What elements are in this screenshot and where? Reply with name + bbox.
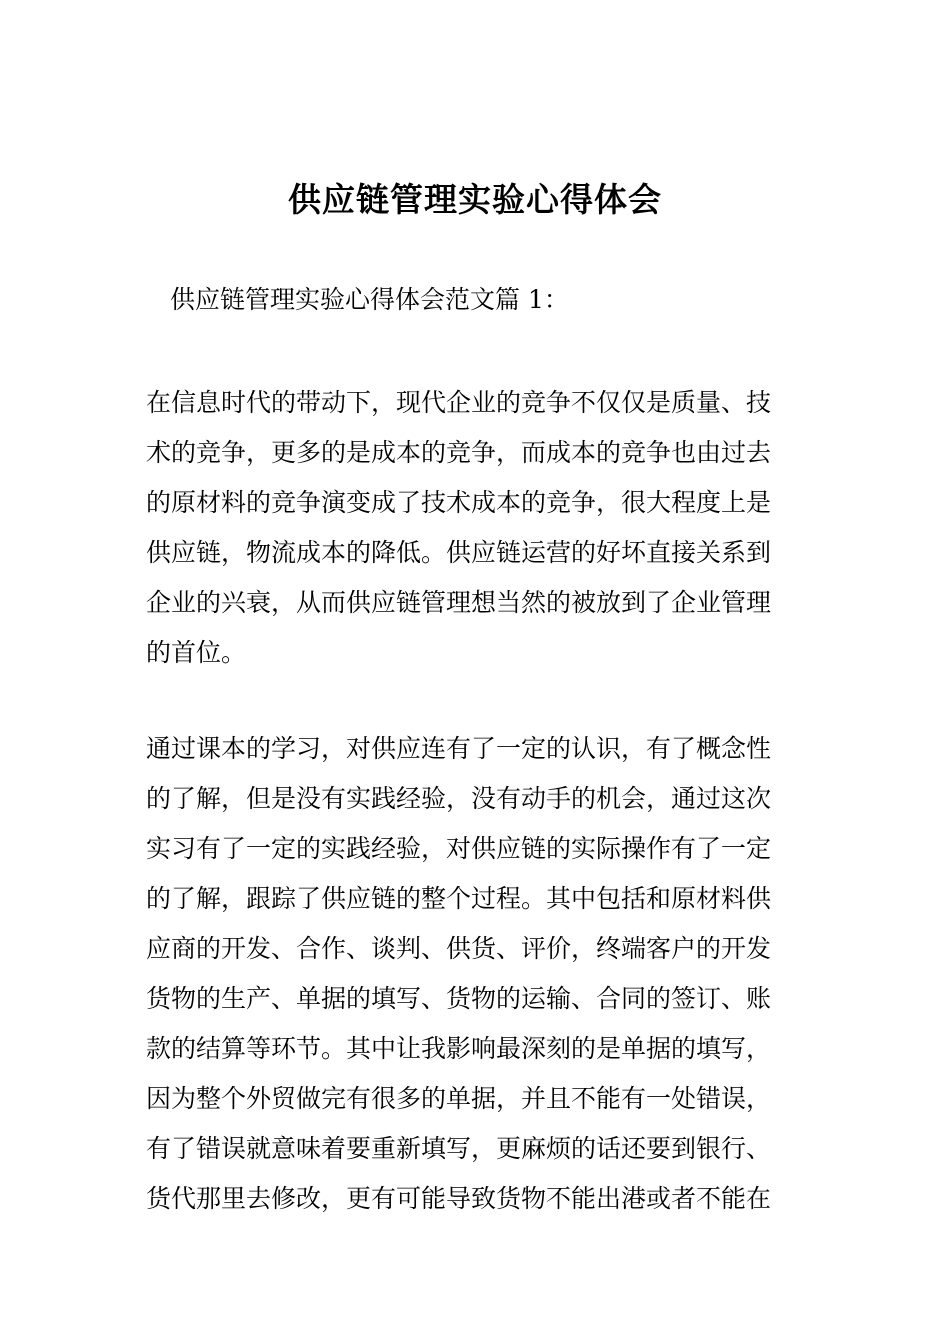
paragraph-line: 实习有了一定的实践经验，对供应链的实际操作有了一定 bbox=[146, 834, 772, 863]
paragraph-1 bbox=[146, 378, 810, 678]
paragraph-line: 因为整个外贸做完有很多的单据，并且不能有一处错误， bbox=[146, 1084, 772, 1113]
paragraph-line: 术的竞争，更多的是成本的竞争，而成本的竞争也由过去 bbox=[146, 438, 772, 467]
paragraph-line: 应商的开发、合作、谈判、供货、评价，终端客户的开发 bbox=[146, 934, 772, 963]
paragraph-line: 有了错误就意味着要重新填写，更麻烦的话还要到银行、 bbox=[146, 1134, 772, 1163]
paragraph-2 bbox=[146, 724, 810, 1224]
document-subtitle: 供应链管理实验心得体会范文篇 1： bbox=[170, 285, 569, 314]
paragraph-line: 企业的兴衰，从而供应链管理想当然的被放到了企业管理 bbox=[146, 588, 772, 617]
document-title: 供应链管理实验心得体会 bbox=[288, 180, 662, 219]
paragraph-line: 款的结算等环节。其中让我影响最深刻的是单据的填写， bbox=[146, 1034, 772, 1063]
paragraph-line: 的了解，跟踪了供应链的整个过程。其中包括和原材料供 bbox=[146, 884, 772, 913]
paragraph-line: 的原材料的竞争演变成了技术成本的竞争，很大程度上是 bbox=[146, 488, 772, 517]
paragraph-line: 通过课本的学习，对供应连有了一定的认识，有了概念性 bbox=[146, 734, 772, 763]
paragraph-line: 的首位。 bbox=[146, 638, 247, 667]
paragraph-line: 货物的生产、单据的填写、货物的运输、合同的签订、账 bbox=[146, 984, 772, 1013]
paragraph-line: 的了解，但是没有实践经验，没有动手的机会，通过这次 bbox=[146, 784, 772, 813]
paragraph-line: 在信息时代的带动下，现代企业的竞争不仅仅是质量、技 bbox=[146, 388, 772, 417]
paragraph-line: 货代那里去修改，更有可能导致货物不能出港或者不能在 bbox=[146, 1184, 772, 1213]
paragraph-line: 供应链，物流成本的降低。供应链运营的好坏直接关系到 bbox=[146, 538, 772, 567]
